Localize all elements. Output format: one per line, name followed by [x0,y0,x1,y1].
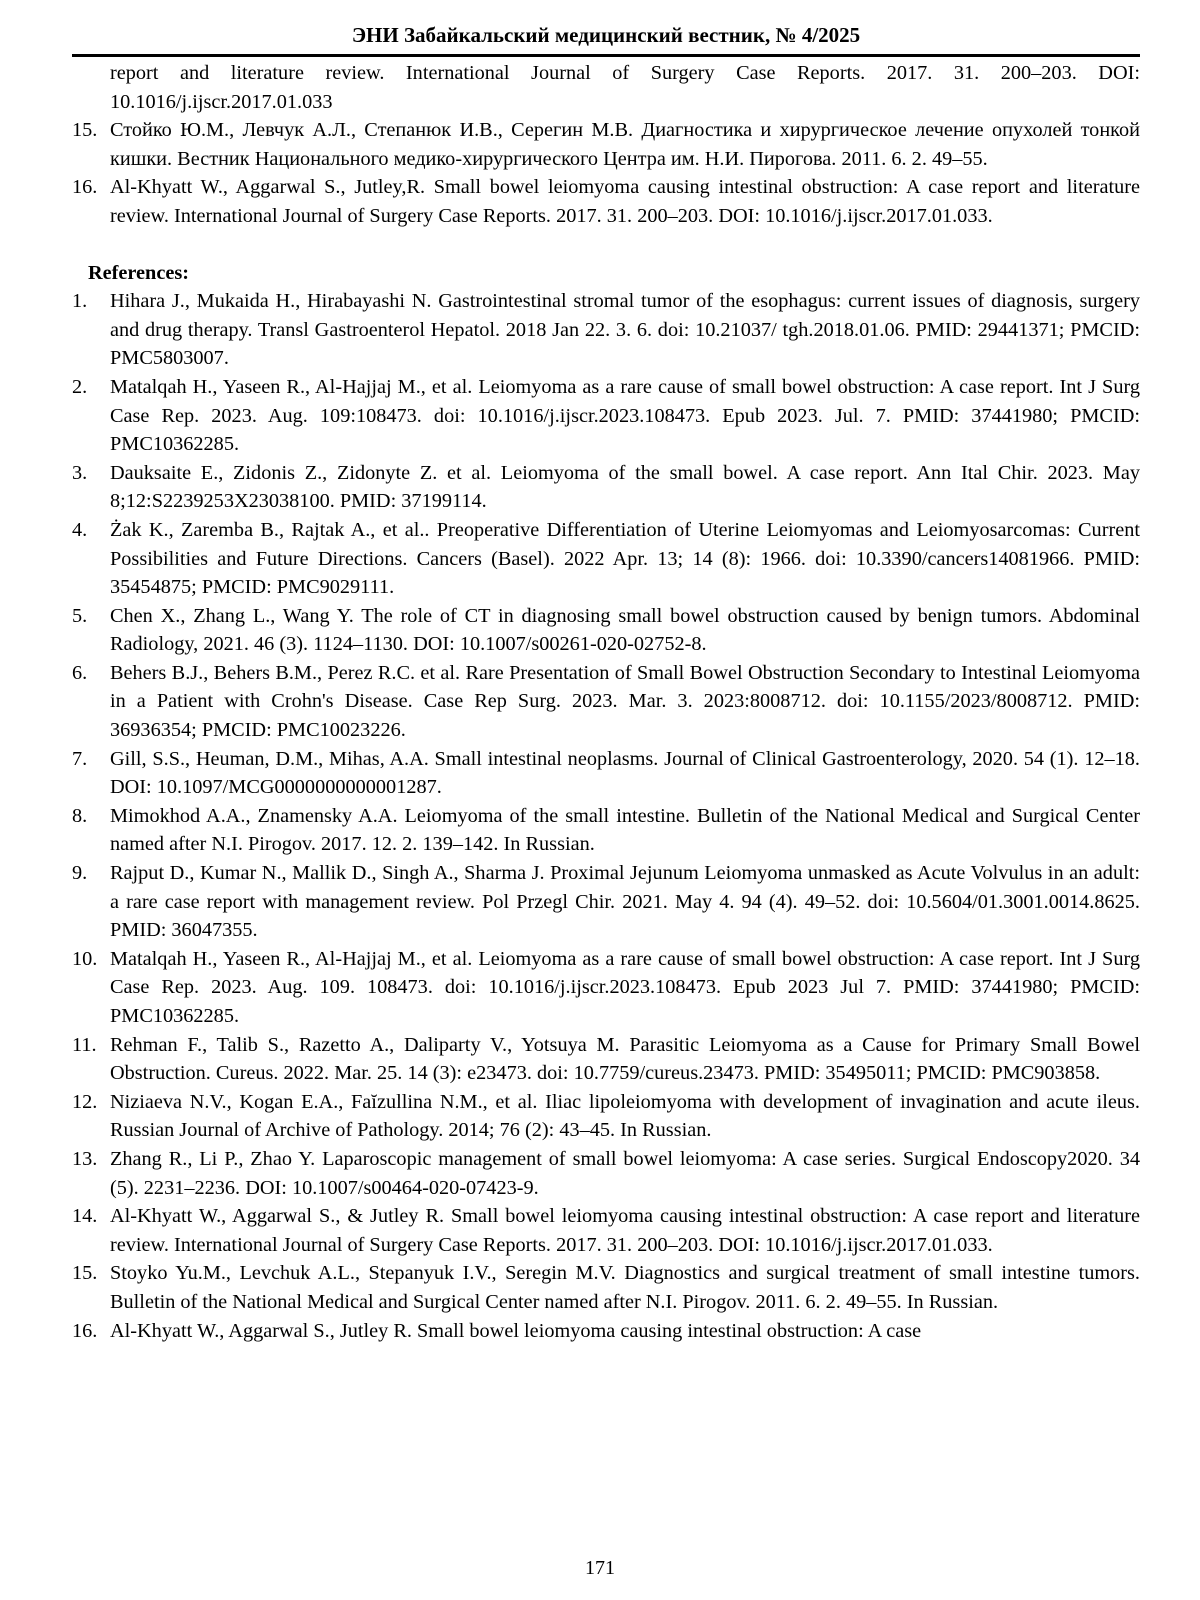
reference-number: 7. [72,747,88,770]
reference-text: Gill, S.S., Heuman, D.M., Mihas, A.A. Small intestinal neoplasms. Journal of Clinical Gastroenterology, 2020. 54 (1). 12–18. DOI: 10.1097/MCG0000000000001287. [110,747,1140,799]
reference-item [72,173,1140,230]
reference-number: 3. [72,461,88,484]
reference-number: 14. [72,1205,98,1228]
reference-number: 15. [72,1262,98,1285]
reference-item [72,1317,1140,1346]
reference-item [72,1031,1140,1088]
reference-item [72,1202,1140,1259]
reference-text: Al-Khyatt W., Aggarwal S., Jutley R. Small bowel leiomyoma causing intestinal obstruction: A case [110,1319,922,1342]
reference-text: Niziaeva N.V., Kogan E.A., Faĭzullina N.M., et al. Iliac lipoleiomyoma with development of invagination and acute ileus. Russian Journal of Archive of Pathology. 2014; 76 (2): 43–45. In Russian. [110,1090,1140,1142]
reference-text: Stoyko Yu.M., Levchuk A.L., Stepanyuk I.V., Seregin M.V. Diagnostics and surgical treatment of small intestine tumors. Bulletin of the National Medical and Surgical Center named after N.I. Pirogov. 2011. 6. 2. 49–55. In Russian. [110,1262,1140,1313]
reference-item [72,373,1140,459]
reference-number: 5. [72,604,88,627]
reference-item [72,287,1140,373]
english-reference-section [72,259,1140,1346]
reference-number: 9. [72,862,88,885]
reference-item [72,1145,1140,1202]
page-number: 171 [585,1557,615,1579]
russian-reference-list [72,59,1140,231]
reference-text: Стойко Ю.М., Левчук А.Л., Степанюк И.В., Серегин М.В. Диагностика и хирургическое лечение опухолей тонкой кишки. Вестник Национального медико-хирургического Центра им. Н.И. Пирогова. 2011. 6. 2. 49–55. [110,119,1140,170]
reference-text: Matalqah H., Yaseen R., Al-Hajjaj M., et al. Leiomyoma as a rare cause of small bowel obstruction: A case report. Int J Surg Case Rep. 2023. Aug. 109. 108473. doi: 10.1016/j.ijscr.2023.108473. Epub 2023 Jul 7. PMID: 37441980; PMCID: PMC10362285. [110,947,1140,1027]
reference-item [72,602,1140,659]
reference-number: 16. [72,176,98,199]
reference-number: 11. [72,1033,97,1056]
reference-text: Hihara J., Mukaida H., Hirabayashi N. Gastrointestinal stromal tumor of the esophagus: current issues of diagnosis, surgery and drug therapy. Transl Gastroenterol Hepatol. 2018 Jan 22. 3. 6. doi: 10.21037/ tgh.2018.01.06. PMID: 29441371; PMCID: PMC5803007. [110,290,1140,370]
reference-text: Al-Khyatt W., Aggarwal S., & Jutley R. Small bowel leiomyoma causing intestinal obstruction: A case report and literature review. International Journal of Surgery Case Reports. 2017. 31. 200–203. DOI: 10.1016/j.ijscr.2017.01.033. [110,1205,1140,1256]
reference-text: Zhang R., Li P., Zhao Y. Laparoscopic management of small bowel leiomyoma: A case series. Surgical Endoscopy2020. 34 (5). 2231–2236. DOI: 10.1007/s00464-020-07423-9. [110,1147,1140,1199]
reference-number: 12. [72,1090,98,1113]
reference-item [72,945,1140,1031]
reference-text: Matalqah H., Yaseen R., Al-Hajjaj M., et al. Leiomyoma as a rare cause of small bowel obstruction: A case report. Int J Surg Case Rep. 2023. Aug. 109:108473. doi: 10.1016/j.ijscr.2023.108473. Epub 2023. Jul. 7. PMID: 37441980; PMCID: PMC10362285. [110,375,1140,456]
reference-number: 4. [72,518,88,541]
reference-item [72,459,1140,516]
reference-number: 8. [72,804,88,827]
reference-text: Al-Khyatt W., Aggarwal S., Jutley,R. Small bowel leiomyoma causing intestinal obstruction: A case report and literature review. International Journal of Surgery Case Reports. 2017. 31. 200–203. DOI: 10.1016/j.ijscr.2017.01.033. [110,176,1140,227]
journal-header: ЭНИ Забайкальский медицинский вестник, № 4/2025 [351,23,861,47]
reference-continuation: report and literature review. International Journal of Surgery Case Reports. 2017. 31. 200–203. DOI: 10.1016/j.ijscr.2017.01.033 [110,62,1140,113]
reference-item [72,1259,1140,1316]
reference-item [72,745,1140,802]
header-rule [72,54,1140,57]
reference-text: Mimokhod A.A., Znamensky A.A. Leiomyoma of the small intestine. Bulletin of the National Medical and Surgical Center named after N.I. Pirogov. 2017. 12. 2. 139–142. In Russian. [110,804,1140,856]
reference-item [72,859,1140,945]
reference-text: Żak K., Zaremba B., Rajtak A., et al.. Preoperative Differentiation of Uterine Leiomyomas and Leiomyosarcomas: Current Possibilities and Future Directions. Cancers (Basel). 2022 Apr. 13; 14 (8): 1966. doi: 10.3390/cancers14081966. PMID: 35454875; PMCID: PMC9029111. [110,518,1140,599]
reference-text: Rajput D., Kumar N., Mallik D., Singh A., Sharma J. Proximal Jejunum Leiomyoma unmasked as Acute Volvulus in an adult: a rare case report with management review. Pol Przegl Chir. 2021. May 4. 94 (4). 49–52. doi: 10.5604/01.3001.0014.8625. PMID: 36047355. [110,862,1140,942]
reference-number: 10. [72,947,98,970]
reference-number: 6. [72,661,88,684]
reference-number: 16. [72,1319,98,1342]
reference-item [72,802,1140,859]
reference-item [72,1088,1140,1145]
reference-number: 13. [72,1147,98,1170]
reference-text: Behers B.J., Behers B.M., Perez R.C. et al. Rare Presentation of Small Bowel Obstruction Secondary to Intestinal Leiomyoma in a Patient with Crohn's Disease. Case Rep Surg. 2023. Mar. 3. 2023:8008712. doi: 10.1155/2023/8008712. PMID: 36936354; PMCID: PMC10023226. [110,661,1140,742]
reference-text: Chen X., Zhang L., Wang Y. The role of CT in diagnosing small bowel obstruction caused by benign tumors. Abdominal Radiology, 2021. 46 (3). 1124–1130. DOI: 10.1007/s00261-020-02752-8. [110,604,1140,656]
reference-item [72,116,1140,173]
reference-number: 2. [72,375,88,398]
reference-text: Dauksaite E., Zidonis Z., Zidonyte Z. et al. Leiomyoma of the small bowel. A case report. Ann Ital Chir. 2023. May 8;12:S2239253X23038100. PMID: 37199114. [110,461,1140,513]
reference-number: 15. [72,119,98,142]
reference-item [72,516,1140,602]
reference-number: 1. [72,290,88,313]
page [72,22,1140,1345]
references-heading: References: [88,261,189,284]
reference-text: Rehman F., Talib S., Razetto A., Daliparty V., Yotsuya M. Parasitic Leiomyoma as a Cause for Primary Small Bowel Obstruction. Cureus. 2022. Mar. 25. 14 (3): e23473. doi: 10.7759/cureus.23473. PMID: 35495011; PMCID: PMC903858. [110,1033,1140,1085]
reference-item [72,659,1140,745]
